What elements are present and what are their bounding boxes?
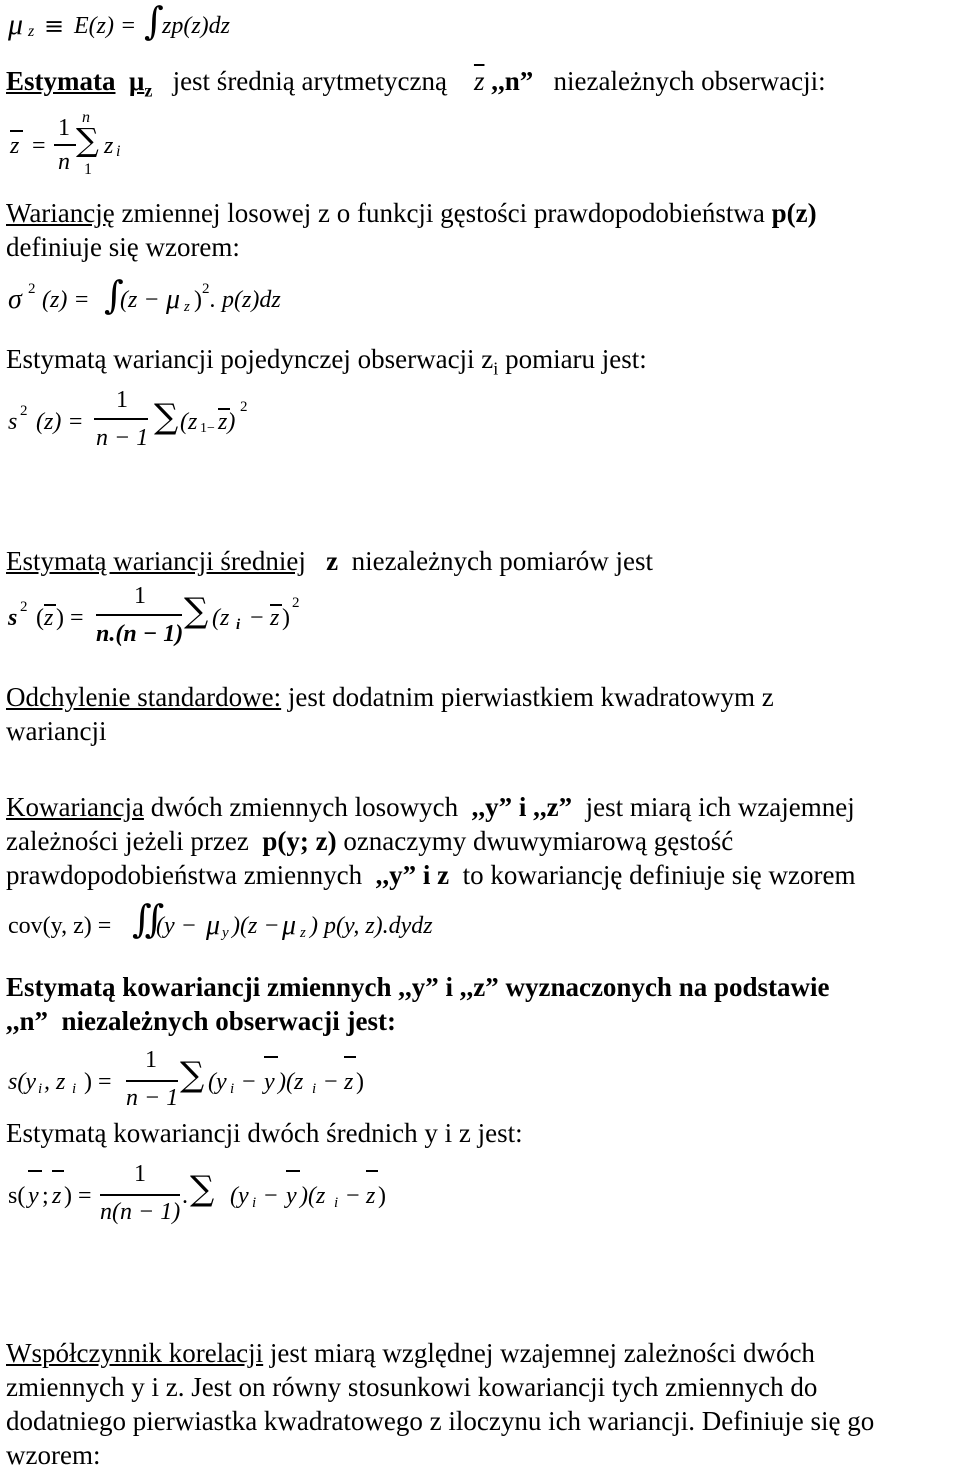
sum-upper: n (82, 109, 90, 126)
z-bar-lhs: z (10, 133, 20, 159)
sum-icon: ∑ (154, 397, 179, 437)
expectation: E(z) = (74, 13, 137, 39)
equals-sign: = (32, 133, 46, 159)
equation-mean (8, 109, 208, 182)
sigma-arg: (z) = (42, 287, 90, 313)
paren-open: (z − (120, 287, 160, 313)
term-estymata: Estymata (6, 66, 116, 96)
text-independent-obs: niezależnych obserwacji: (553, 66, 826, 96)
sigma-sup: 2 (28, 281, 36, 297)
sum-icon: ∑ (190, 1169, 215, 1209)
term-mean-variance: Estymatą wariancji średniej (6, 546, 306, 576)
denominator-n: n (58, 149, 70, 175)
text-variance-def: zmiennej losowej z o funkcji gęstości prawdopodobieństwa (121, 198, 765, 228)
denominator: n(n − 1) (100, 1199, 181, 1225)
equiv-sign: ≡ (44, 12, 65, 40)
term-pz: p(z) (771, 198, 817, 228)
sum-icon: ∑ (180, 1055, 205, 1095)
numerator: 1 (145, 1047, 157, 1073)
term-z: z (326, 546, 339, 576)
term-wariancje: Wariancję (6, 198, 115, 228)
integrand: zp(z)dz (162, 13, 231, 39)
mu-y: μ (206, 910, 221, 941)
mu-subscript: z (28, 23, 35, 40)
term-n: ,,n” (491, 66, 534, 96)
term-std-dev: Odchylenie standardowe: (6, 682, 282, 712)
mu-symbol: μ (166, 284, 181, 315)
density-term: . p(z)dz (210, 287, 281, 313)
z-bar: z (44, 605, 54, 631)
denominator: n − 1 (126, 1085, 179, 1111)
paragraph-covariance: Kowariancja dwóch zmiennych losowych ,,y” i ,,z” jest miarą ich wzajemnej zależności jeżeli przez p(y; z) oznaczymy dwuwymiarową gęstość prawdopodobieństwa zmiennych ,,y” i z to kowariancję definiuje się wzorem (6, 792, 856, 890)
paragraph-cov-estimate: Estymatą kowariancji zmiennych ,,y” i ,,z” wyznaczonych na podstawie ,,n” niezależnych obserwacji jest: (6, 972, 830, 1036)
fraction-1-over-n: 1 (58, 115, 70, 141)
sigma-symbol: σ (8, 284, 22, 315)
term-correlation: Współczynnik korelacji (6, 1338, 264, 1368)
text-arithmetic-mean: jest średnią arytmetyczną (172, 66, 447, 96)
numerator: 1 (134, 1161, 146, 1187)
double-integral-icon: ∬ (132, 897, 165, 941)
equation-covariance: cov(y, z) = ∬ (y − μ y )(z − μ z ) p(y, z).dydz (8, 897, 433, 941)
equation-variance (8, 273, 328, 326)
sum-lower: 1 (84, 161, 92, 178)
mu-z: μ (282, 910, 297, 941)
z-bar: $\overline{z}$ (473, 66, 485, 96)
paragraph-std-dev: Odchylenie standardowe: jest dodatnim pierwiastkiem kwadratowym z wariancji (6, 682, 774, 746)
s-symbol: s (8, 409, 18, 435)
term-kowariancja: Kowariancja (6, 792, 144, 822)
mu-symbol: μ (8, 8, 24, 41)
sum-icon: ∑ (76, 121, 99, 159)
numerator: 1 (134, 583, 146, 609)
denominator: n.(n − 1) (96, 621, 184, 647)
square-sup: 2 (240, 399, 248, 415)
equation-sample-variance (8, 386, 268, 476)
equation-mean-cov: s( y ; z ) = 1 n(n − 1) . ∑ (y i − y )(z i − z ) (8, 1161, 386, 1225)
z-i: z (104, 133, 114, 159)
integral-icon: ∫ (104, 273, 124, 317)
s-arg: (z) = (36, 409, 84, 435)
numerator: 1 (116, 387, 128, 413)
equation-mean-variance: s 2 ( z ) = 1 n.(n − 1) ∑ (z i − z ) 2 (8, 583, 300, 647)
sum-icon: ∑ (184, 591, 209, 631)
z-i-sub: i (116, 143, 121, 160)
cov-lhs: cov(y, z) = (8, 913, 112, 939)
paragraph-estimate-mean (6, 64, 952, 107)
z-sub: 1− (200, 421, 215, 436)
denominator: n − 1 (96, 425, 149, 451)
s-symbol: s (8, 605, 18, 631)
z-bar: z) (218, 409, 236, 435)
term-mu: $\mu_z$ (129, 66, 153, 101)
s-sup: 2 (20, 599, 28, 615)
mu-sub: z (184, 299, 190, 315)
text-defined-by: definiuje się wzorem: (6, 232, 240, 262)
paren-close: ) (194, 287, 202, 313)
paragraph-mean-cov: Estymatą kowariancji dwóch średnich y i z jest: (6, 1118, 523, 1148)
paragraph-correlation: Współczynnik korelacji jest miarą względnej wzajemnej zależności dwóch zmiennych y i z. Jest on równy stosunkowi kowariancji tych zmiennych do dodatniego pierwiastka kwadratowego z iloczynu ich wariancji. Definiuje się go wzorem: (6, 1338, 875, 1470)
paragraph-single-variance: Estymatą wariancji pojedynczej obserwacji $z_i$ pomiaru jest: (6, 344, 647, 379)
paragraph-mean-variance: Estymatą wariancji średniej z niezależnych pomiarów jest (6, 546, 654, 576)
z-open: (z (180, 409, 198, 435)
paragraph-variance (6, 196, 952, 264)
square-sup: 2 (202, 281, 210, 297)
integral-icon: ∫ (144, 0, 164, 43)
equation-cov-estimate: s(y i , z i ) = 1 n − 1 ∑ (y i − y )(z i − z ) (8, 1047, 364, 1111)
s-sup: 2 (20, 403, 28, 419)
equation-expected-value (8, 0, 308, 48)
